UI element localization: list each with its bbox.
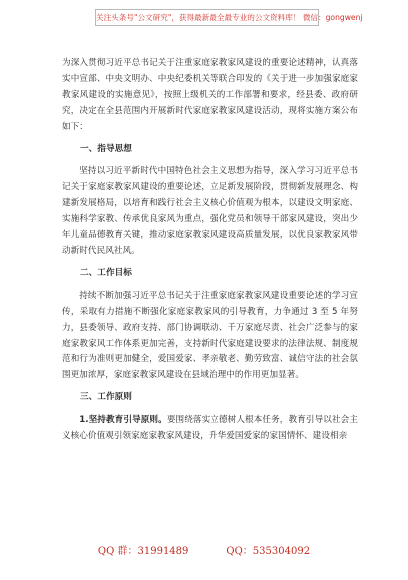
- section-heading-work-principles: [80, 390, 358, 406]
- principle-paragraph: [62, 413, 358, 445]
- qq-group-number: QQ 群：31991489: [97, 546, 189, 557]
- promo-banner: 关注头条号"公文研究"，获得最新最全最专业的公文资料库！ 微信：gongwenj: [95, 9, 319, 26]
- contact-footer: [0, 542, 408, 562]
- qq-number: QQ：535304092: [226, 546, 311, 557]
- principle-lead: 1.坚持教育引导原则。: [79, 415, 167, 426]
- section-title: 指导思想: [97, 143, 132, 154]
- section-number: 一、: [80, 143, 98, 154]
- section-title: 工作原则: [97, 392, 132, 403]
- principle-body: 要围绕落实立德树人根本任务，教育引导以社会主义核心价值观引领家庭家教家风建设，升华爱国爱家的家国情怀、建设相亲: [62, 415, 358, 442]
- section-heading-guiding-ideology: [80, 142, 358, 158]
- section-paragraph: 坚持以习近平新时代中国特色社会主义思想为指导，深入学习习近平总书记关于家庭家教家风建设的重要论述，立足新发展阶段，贯彻新发展理念、构建新发展格局，以培育和践行社会主义核心价值观为根本，以建设文明家庭、实施科学家教、传承优良家风为重点，强化党员和领导干部家风建设，突出少年儿童品德教育关键，推动家庭家教家风建设高质量发展，以优良家教家风带动新时代民风社风。: [62, 166, 358, 256]
- section-heading-work-goals: [80, 266, 358, 282]
- document-body: [62, 56, 358, 445]
- section-paragraph: 持续不断加强习近平总书记关于注重家庭家教家风建设重要论述的学习宣传，采取有力措施不断强化家庭家教家风的引导教育，力争通过 3 至 5 年努力，县委领导、政府支持、部门协调联动、千万家庭尽责、社会广泛参与的家庭家教家风工作体系更加完善，支持新时代家庭建设要求的法律法规、制度规范和行为准则更加健全，爱国爱家、孝亲敬老、勤劳致富、诚信守法的社会氛围更加浓厚，家庭家教家风建设在县域治理中的作用更加显著。: [62, 290, 358, 381]
- section-number: 二、: [80, 267, 98, 278]
- section-title: 工作目标: [97, 267, 132, 278]
- section-number: 三、: [80, 392, 98, 403]
- intro-paragraph: 为深入贯彻习近平总书记关于注重家庭家教家风建设的重要论述精神，认真落实中宣部、中央文明办、中央纪委机关等联合印发的《关于进一步加强家庭家教家风建设的实施意见》，按照上级机关的工作部署和要求，经县委、政府研究，决定在全县范围内开展新时代家庭家教家风建设活动，现将实施方案公布如下：: [62, 58, 358, 132]
